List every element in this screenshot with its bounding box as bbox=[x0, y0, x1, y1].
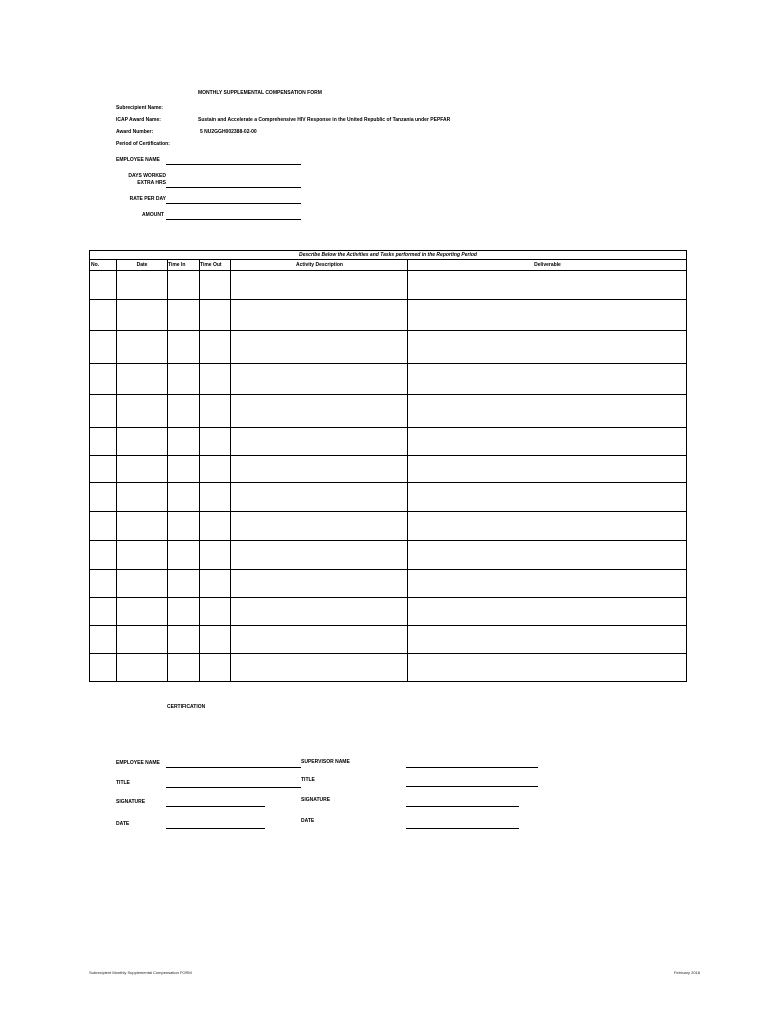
cert-employee-name-label: EMPLOYEE NAME bbox=[116, 760, 160, 766]
form-title: MONTHLY SUPPLEMENTAL COMPENSATION FORM bbox=[198, 90, 322, 96]
supervisor-name-label: SUPERVISOR NAME bbox=[301, 759, 350, 765]
column-divider bbox=[407, 260, 408, 681]
row-divider bbox=[90, 482, 686, 483]
cert-signature-label: SIGNATURE bbox=[116, 799, 146, 805]
rate-per-day-label: RATE PER DAY bbox=[129, 196, 166, 202]
row-divider bbox=[90, 625, 686, 626]
cert-employee-name-field[interactable] bbox=[166, 767, 301, 768]
supervisor-name-field[interactable] bbox=[406, 767, 538, 768]
footer-form-name: Subrecipient Monthly Supplemental Compensation FORM bbox=[89, 970, 192, 975]
row-divider bbox=[90, 427, 686, 428]
activity-table bbox=[89, 250, 687, 682]
amount-label: AMOUNT bbox=[142, 212, 164, 218]
cert-date-field[interactable] bbox=[166, 828, 265, 829]
employee-name-label: EMPLOYEE NAME bbox=[116, 157, 160, 163]
row-divider bbox=[90, 569, 686, 570]
row-divider bbox=[90, 597, 686, 598]
table-caption: Describe Below the Activities and Tasks performed in the Reporting Period bbox=[90, 251, 686, 260]
cert-signature-field[interactable] bbox=[166, 806, 265, 807]
period-label: Period of Certification: bbox=[116, 141, 170, 147]
column-divider bbox=[167, 260, 168, 681]
row-divider bbox=[90, 540, 686, 541]
days-worked-label: DAYS WORKED bbox=[128, 173, 166, 179]
header-activity-description: Activity Description bbox=[296, 262, 343, 268]
row-divider bbox=[90, 330, 686, 331]
cert-title-field[interactable] bbox=[166, 787, 301, 788]
subrecipient-label: Subrecipient Name: bbox=[116, 105, 163, 111]
award-name-label: ICAP Award Name: bbox=[116, 117, 161, 123]
supervisor-date-label: DATE bbox=[301, 818, 315, 824]
row-divider bbox=[90, 363, 686, 364]
supervisor-title-field[interactable] bbox=[406, 786, 538, 787]
supervisor-title-label: TITLE bbox=[301, 777, 315, 783]
header-deliverable: Deliverable bbox=[534, 262, 561, 268]
row-divider bbox=[90, 455, 686, 456]
amount-field[interactable] bbox=[166, 219, 301, 220]
rate-per-day-field[interactable] bbox=[166, 203, 301, 204]
row-divider bbox=[90, 394, 686, 395]
days-worked-field[interactable] bbox=[166, 187, 301, 188]
header-no: No. bbox=[91, 262, 100, 268]
supervisor-signature-field[interactable] bbox=[406, 806, 519, 807]
header-time-in: Time In bbox=[168, 262, 186, 268]
award-number-value: 5 NU2GGH002388-02-00 bbox=[200, 129, 257, 135]
supervisor-signature-label: SIGNATURE bbox=[301, 797, 331, 803]
supervisor-date-field[interactable] bbox=[406, 828, 519, 829]
cert-date-label: DATE bbox=[116, 821, 130, 827]
header-time-out: Time Out bbox=[200, 262, 222, 268]
cert-title-label: TITLE bbox=[116, 780, 130, 786]
footer-date: February 2018 bbox=[673, 970, 700, 975]
award-number-label: Award Number: bbox=[116, 129, 154, 135]
row-divider bbox=[90, 299, 686, 300]
extra-hrs-label: EXTRA HRS bbox=[137, 180, 166, 186]
column-divider bbox=[230, 260, 231, 681]
row-divider bbox=[90, 653, 686, 654]
column-divider bbox=[199, 260, 200, 681]
column-divider bbox=[116, 260, 117, 681]
row-divider bbox=[90, 511, 686, 512]
employee-name-field[interactable] bbox=[166, 164, 301, 165]
header-date: Date bbox=[136, 262, 148, 268]
award-name-value: Sustain and Accelerate a Comprehensive HIV Response in the United Republic of Tanzania under PEPFAR bbox=[198, 117, 451, 123]
certification-heading: CERTIFICATION bbox=[167, 704, 206, 710]
